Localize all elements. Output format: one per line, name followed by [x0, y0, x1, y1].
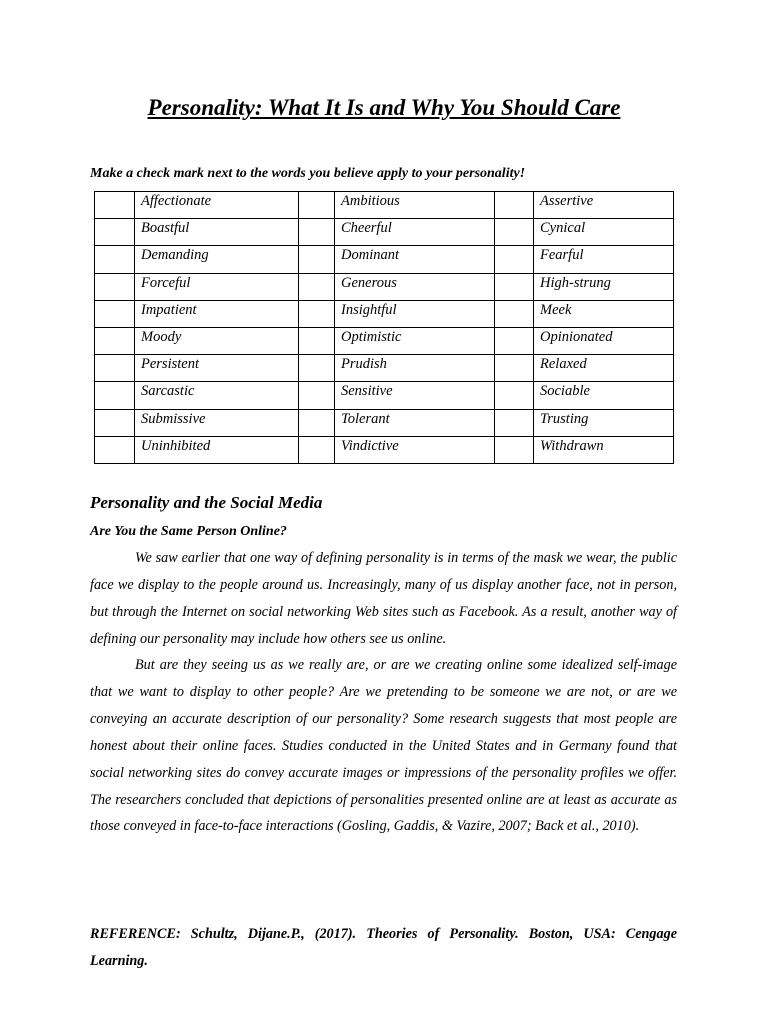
table-row	[95, 327, 674, 354]
trait-word: Uninhibited	[135, 436, 299, 463]
trait-word: Fearful	[534, 246, 674, 273]
table-row	[95, 355, 674, 382]
check-box[interactable]	[299, 246, 335, 273]
check-box[interactable]	[95, 355, 135, 382]
check-box[interactable]	[299, 327, 335, 354]
trait-word: High-strung	[534, 273, 674, 300]
traits-checklist-table	[94, 191, 674, 464]
table-row	[95, 192, 674, 219]
check-box[interactable]	[495, 273, 534, 300]
check-box[interactable]	[495, 409, 534, 436]
section-heading: Personality and the Social Media	[90, 493, 323, 512]
table-row	[95, 409, 674, 436]
check-box[interactable]	[299, 409, 335, 436]
check-box[interactable]	[299, 382, 335, 409]
reference-citation: REFERENCE: Schultz, Dijane.P., (2017). Theories of Personality. Boston, USA: Cengage Learning.	[90, 926, 677, 969]
trait-word: Affectionate	[135, 192, 299, 219]
check-box[interactable]	[95, 436, 135, 463]
table-row	[95, 382, 674, 409]
trait-word: Submissive	[135, 409, 299, 436]
trait-word: Generous	[335, 273, 495, 300]
trait-word: Impatient	[135, 300, 299, 327]
check-box[interactable]	[299, 192, 335, 219]
check-box[interactable]	[495, 355, 534, 382]
check-box[interactable]	[495, 219, 534, 246]
checklist-instruction: Make a check mark next to the words you believe apply to your personality!	[90, 166, 526, 181]
check-box[interactable]	[95, 382, 135, 409]
check-box[interactable]	[495, 192, 534, 219]
check-box[interactable]	[95, 246, 135, 273]
check-box[interactable]	[95, 409, 135, 436]
check-box[interactable]	[95, 273, 135, 300]
check-box[interactable]	[299, 436, 335, 463]
trait-word: Optimistic	[335, 327, 495, 354]
check-box[interactable]	[495, 327, 534, 354]
trait-word: Dominant	[335, 246, 495, 273]
check-box[interactable]	[299, 219, 335, 246]
trait-word: Vindictive	[335, 436, 495, 463]
table-row	[95, 273, 674, 300]
check-box[interactable]	[95, 192, 135, 219]
check-box[interactable]	[299, 273, 335, 300]
trait-word: Prudish	[335, 355, 495, 382]
check-box[interactable]	[495, 246, 534, 273]
check-box[interactable]	[299, 300, 335, 327]
check-box[interactable]	[95, 300, 135, 327]
check-box[interactable]	[95, 327, 135, 354]
check-box[interactable]	[299, 355, 335, 382]
trait-word: Relaxed	[534, 355, 674, 382]
table-row	[95, 219, 674, 246]
check-box[interactable]	[495, 382, 534, 409]
trait-word: Boastful	[135, 219, 299, 246]
check-box[interactable]	[495, 436, 534, 463]
trait-word: Ambitious	[335, 192, 495, 219]
check-box[interactable]	[495, 300, 534, 327]
trait-word: Sarcastic	[135, 382, 299, 409]
trait-word: Cheerful	[335, 219, 495, 246]
trait-word: Tolerant	[335, 409, 495, 436]
sub-heading: Are You the Same Person Online?	[90, 524, 287, 539]
trait-word: Persistent	[135, 355, 299, 382]
check-box[interactable]	[95, 219, 135, 246]
body-paragraph: But are they seeing us as we really are, or are we creating online some idealized self-image that we want to display to other people? Are we pretending to be someone we are not, or are we conveying an accurate description of our personality? Some research suggests that most people are honest about their online faces. Studies conducted in the United States and in Germany found that social networking sites do convey accurate images or impressions of the personality profiles we offer. The researchers concluded that depictions of personalities presented online are at least as accurate as those conveyed in face-to-face interactions (Gosling, Gaddis, & Vazire, 2007; Back et al., 2010).	[90, 657, 677, 835]
trait-word: Meek	[534, 300, 674, 327]
trait-word: Opinionated	[534, 327, 674, 354]
trait-word: Forceful	[135, 273, 299, 300]
trait-word: Demanding	[135, 246, 299, 273]
page-title: Personality: What It Is and Why You Should Care	[147, 95, 621, 120]
trait-word: Moody	[135, 327, 299, 354]
trait-word: Insightful	[335, 300, 495, 327]
trait-word: Sociable	[534, 382, 674, 409]
table-row	[95, 436, 674, 463]
trait-word: Trusting	[534, 409, 674, 436]
trait-word: Withdrawn	[534, 436, 674, 463]
table-row	[95, 246, 674, 273]
body-paragraph: We saw earlier that one way of defining personality is in terms of the mask we wear, the public face we display to the people around us. Increasingly, many of us display another face, not in person, but through the Internet on social networking Web sites such as Facebook. As a result, another way of defining our personality may include how others see us online.	[90, 550, 677, 647]
trait-word: Sensitive	[335, 382, 495, 409]
trait-word: Assertive	[534, 192, 674, 219]
table-row	[95, 300, 674, 327]
trait-word: Cynical	[534, 219, 674, 246]
